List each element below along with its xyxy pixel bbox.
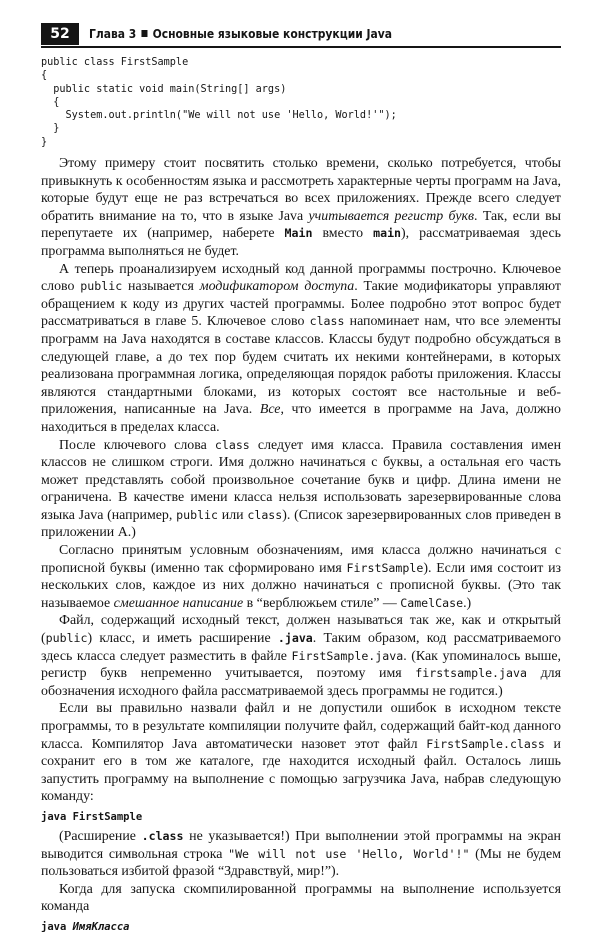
- emphasis: Все: [259, 402, 281, 418]
- paragraph-output: [41, 828, 561, 881]
- paragraph-camel-case: [41, 542, 561, 612]
- command-argument: ИмяКласса: [72, 920, 130, 933]
- text-run: в “верблюжьем стиле” —: [243, 595, 401, 611]
- text-run: Когда для запуска скомпилированной программы на выполнение используется команда: [41, 881, 561, 915]
- text-run: ). (Список зарезервированных слов приведен в приложении А.): [41, 507, 562, 541]
- text-run: вместо: [312, 226, 374, 242]
- header-rule: [41, 46, 561, 48]
- text-run: Файл, содержащий исходный текст, должен называться так же, как и открытый (: [41, 613, 561, 647]
- emphasis: учитывается регистр букв: [308, 208, 475, 224]
- text-run: , что имеется в программе на Java, должно находиться в пределах класса.: [41, 402, 561, 435]
- text-run: (Мы не будем пользоваться избитой фразой “Здравствуй, мир!”).: [41, 846, 561, 880]
- text-run: не указывается!) При выполнении этой программы на экран выводится символьная строка: [41, 828, 561, 862]
- inline-code: public: [80, 279, 123, 294]
- page-number: 52: [41, 23, 79, 45]
- inline-code: "We will not use 'Hello, World'!": [228, 846, 470, 861]
- code-line: }: [41, 136, 48, 148]
- code-listing: [41, 56, 397, 149]
- text-run: Если вы правильно назвали файл и не допустили ошибок в исходном тексте программы, то в результате компиляции получите файл, содержащий байт-код данного класса. Компилятор Java автоматически назовет этот файл: [41, 701, 561, 752]
- text-run: напоминает нам, что все элементы программ на Java находятся в составе классов. Классы будут подробно обсуждаться в следующей главе, а до тех пор будем считать их некими контейнерами, в которых реализована программная логика, определяющая порядок работы приложения. Классы являются стандартными блоками, из которых состоят все настольные и веб-приложения, написанные на Java.: [41, 314, 561, 418]
- paragraph-file-name: [41, 612, 561, 700]
- chapter-heading: [89, 23, 392, 45]
- inline-code: main: [373, 226, 402, 241]
- text-run: .): [463, 595, 472, 611]
- inline-code: class: [309, 314, 345, 329]
- code-line: public class FirstSample: [41, 57, 189, 68]
- text-run: . (Как упоминалось выше, регистр букв непременно учитывается, поэтому имя: [41, 648, 562, 682]
- command-line: [41, 916, 561, 938]
- text-run: (Расширение: [59, 828, 142, 844]
- text-run: ). Если имя состоит из нескольких слов, каждое из них должно начинаться с прописной буквы. (Это так называемое: [41, 560, 562, 611]
- text-run: Этому примеру стоит посвятить столько времени, сколько потребуется, чтобы привыкнуть к особенностям языка и рассмотреть характерные черты программ на Java, которые будут еще не раз встречаться во всех приложениях. Прежде всего следует обратить внимание на то, что в языке Java: [41, 156, 561, 224]
- code-line: {: [41, 70, 48, 82]
- paragraph-public-class: [41, 261, 561, 437]
- text-run: для обозначения исходного файла рассматриваемой здесь программы не годится.): [41, 666, 561, 699]
- inline-code: class: [214, 437, 250, 452]
- code-line: {: [41, 96, 60, 108]
- text-run: или: [218, 507, 248, 523]
- text-run: и сохранит его в том же каталоге, где находится исходный файл. Осталось лишь запустить программу на выполнение с помощью загрузчика Java, набрав следующую команду:: [41, 736, 561, 805]
- text-run: следует имя класса. Правила составления имен классов не слишком строги. Имя должно начинаться с буквы, а остальная его часть может представлять собой произвольное сочетание букв и цифр. Длина имени не ограничена. В качестве имени класса нельзя использовать зарезервированные слова языка Java (например,: [41, 437, 561, 523]
- running-header: [41, 23, 561, 45]
- text-run: После ключевого слова: [59, 437, 215, 453]
- paragraph-case-sensitivity: [41, 155, 561, 261]
- text-run: А теперь проанализируем исходный код данной программы построчно. Ключевое слово: [41, 261, 561, 295]
- paragraph-launch-command: [41, 881, 561, 916]
- text-run: Согласно принятым условным обозначениям, имя класса должно начинаться с прописной буквы (именно так сформировано имя: [41, 543, 561, 576]
- emphasis: смешанное написание: [113, 595, 244, 611]
- emphasis: модификатором доступа: [199, 279, 355, 295]
- inline-code: public: [45, 631, 88, 646]
- chapter-label: Глава 3: [89, 26, 137, 41]
- body-text: [41, 155, 561, 938]
- text-run: . Такие модификаторы управляют обращением к коду из других частей программы. Более подробно этот вопрос будет рассматриваться в главе 5. Ключевое слово: [41, 279, 561, 330]
- command-prefix: java: [41, 920, 73, 933]
- paragraph-compile-run: [41, 700, 561, 806]
- command-line: java FirstSample: [41, 810, 143, 823]
- inline-code: FirstSample.class: [426, 736, 545, 751]
- chapter-title: Основные языковые конструкции Java: [152, 26, 393, 41]
- inline-code: FirstSample.java: [291, 648, 404, 663]
- inline-code: .class: [141, 828, 184, 843]
- inline-code: public: [176, 507, 219, 522]
- inline-code: Main: [284, 226, 313, 241]
- code-line: }: [41, 123, 60, 135]
- inline-code: .java: [277, 631, 313, 646]
- inline-code: FirstSample: [346, 560, 424, 575]
- text-run: . Так, если вы перепутаете их (например, наберете: [41, 208, 561, 242]
- code-line: public static void main(String[] args): [41, 83, 287, 95]
- inline-code: firstsample.java: [415, 666, 527, 681]
- paragraph-class-names: [41, 437, 561, 543]
- text-run: называется: [122, 279, 200, 295]
- text-run: ) класс, и иметь расширение: [87, 631, 278, 647]
- square-bullet-icon: [141, 30, 147, 37]
- text-run: ), рассматриваемая здесь программа выполняться не будет.: [41, 226, 561, 259]
- inline-code: CamelCase: [400, 595, 464, 610]
- inline-code: class: [247, 507, 283, 522]
- text-run: . Таким образом, код рассматриваемого здесь класса следует разместить в файле: [41, 631, 561, 664]
- code-line: System.out.println("We will not use 'Hello, World!'");: [41, 110, 397, 122]
